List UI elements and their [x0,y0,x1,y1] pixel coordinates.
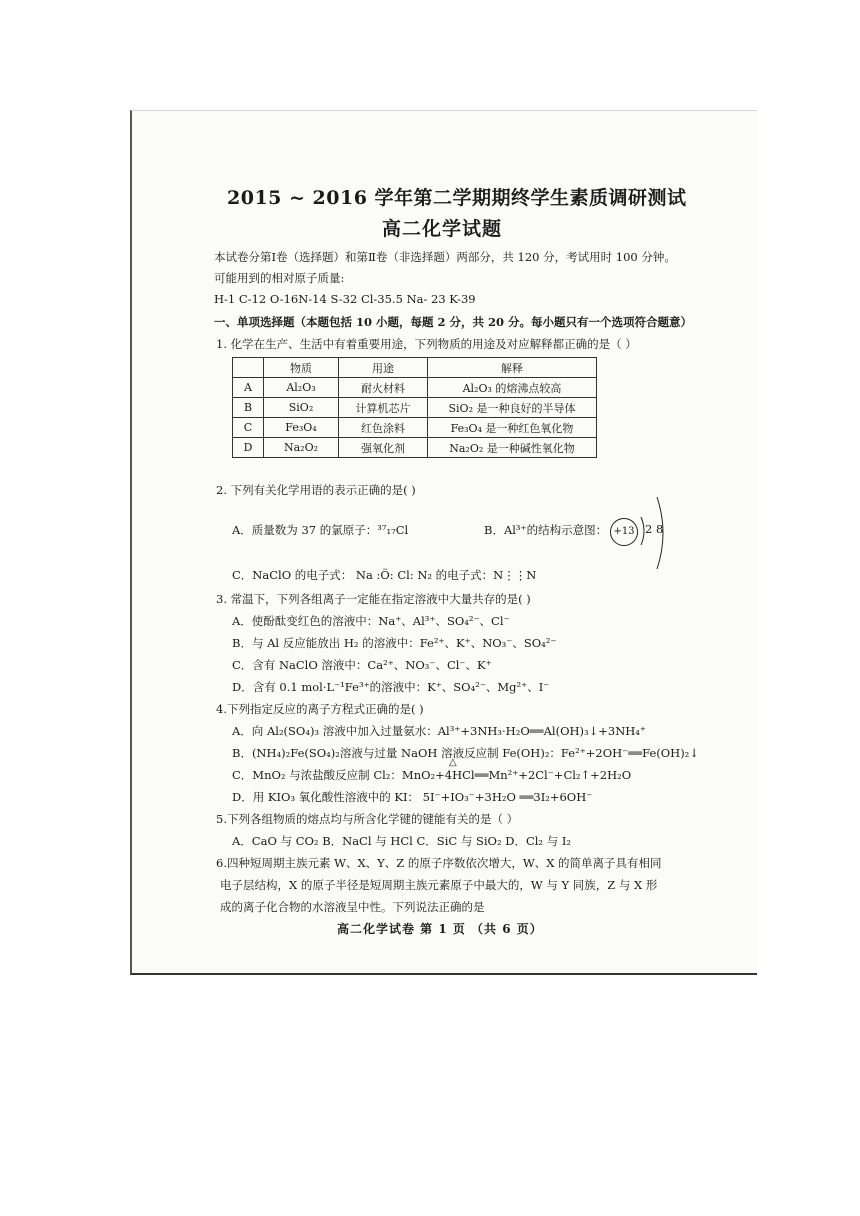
question-6-line: 电子层结构，X 的原子半径是短周期主族元素原子中最大的，W 与 Y 同族，Z 与 X 形 [220,878,658,892]
q3-option-d: D．含有 0.1 mol·L⁻¹Fe³⁺的溶液中：K⁺、SO₄²⁻、Mg²⁺、I⁻ [232,680,550,694]
table-cell: A [233,378,264,398]
heat-triangle-icon: △ [449,757,457,768]
table-cell: 强氧化剂 [339,438,428,458]
table-row [233,418,597,438]
table-cell: Al₂O₃ [264,378,339,398]
q5-options: A．CaO 与 CO₂ B．NaCl 与 HCl C．SiC 与 SiO₂ D．Cl₂ 与 I₂ [232,834,571,848]
table-row [233,438,597,458]
shell-arcs [637,495,677,571]
table-header-cell: 物质 [264,358,339,378]
table-cell: Al₂O₃ 的熔沸点较高 [428,378,597,398]
q2-option-c: C．NaClO 的电子式： Na :Ö: Cl: N₂ 的电子式：N⋮⋮N [232,568,537,582]
table-header-row [233,358,597,378]
electron-shells: 2 8 [645,522,664,536]
nucleus-circle: +13 [610,518,638,546]
q4-option-d: D．用 KIO₃ 氧化酸性溶液中的 KI： 5I⁻+IO₃⁻+3H₂O ══3I₂+6OH⁻ [232,790,593,804]
question-4: 4.下列指定反应的离子方程式正确的是( ) [216,702,424,716]
table-cell: D [233,438,264,458]
q3-option-b: B．与 Al 反应能放出 H₂ 的溶液中：Fe²⁺、K⁺、NO₃⁻、SO₄²⁻ [232,636,557,650]
table-header-cell: 用途 [339,358,428,378]
table-header-cell [233,358,264,378]
table-cell: SiO₂ 是一种良好的半导体 [428,398,597,418]
question-1: 1. 化学在生产、生活中有着重要用途，下列物质的用途及对应解释都正确的是（ ） [216,337,637,351]
question-2: 2. 下列有关化学用语的表示正确的是( ) [216,483,416,497]
question-3: 3. 常温下，下列各组离子一定能在指定溶液中大量共存的是( ) [216,592,531,606]
q4-option-a: A．向 Al₂(SO₄)₃ 溶液中加入过量氨水：Al³⁺+3NH₃·H₂O══Al(OH)₃↓+3NH₄⁺ [232,724,646,738]
question-6: 6.四种短周期主族元素 W、X、Y、Z 的原子序数依次增大，W、X 的简单离子具有相同 [216,856,662,870]
intro-line: 可能用到的相对原子质量: [214,271,345,285]
intro-line: 本试卷分第Ⅰ卷（选择题）和第Ⅱ卷（非选择题）两部分，共 120 分，考试用时 100 分钟。 [214,250,676,264]
table-row [233,398,597,418]
table-cell: B [233,398,264,418]
q3-option-c: C．含有 NaClO 溶液中：Ca²⁺、NO₃⁻、Cl⁻、K⁺ [232,658,492,672]
table-cell: Na₂O₂ 是一种碱性氧化物 [428,438,597,458]
table-header-cell: 解释 [428,358,597,378]
exam-title: 2015 ~ 2016 学年第二学期期终学生素质调研测试 [227,187,687,209]
exam-subtitle: 高二化学试题 [382,218,503,240]
table-cell: C [233,418,264,438]
q3-option-a: A．使酚酞变红色的溶液中：Na⁺、Al³⁺、SO₄²⁻、Cl⁻ [232,614,510,628]
q4-option-c: C．MnO₂ 与浓盐酸反应制 Cl₂：MnO₂+4HCl══Mn²⁺+2Cl⁻+Cl₂↑+2H₂O [232,768,632,782]
table-cell: 耐火材料 [339,378,428,398]
table-cell: Na₂O₂ [264,438,339,458]
atomic-masses: H-1 C-12 O-16N-14 S-32 Cl-35.5 Na- 23 K-39 [214,292,476,306]
q2-option-b: B．Al³⁺的结构示意图： [484,523,608,537]
table-row [233,378,597,398]
question-6-line: 成的离子化合物的水溶液呈中性。下列说法正确的是 [220,900,485,914]
section-heading: 一、单项选择题（本题包括 10 小题，每题 2 分，共 20 分。每小题只有一个选项符合题意） [214,315,693,329]
question-5: 5.下列各组物质的熔点均与所含化学键的键能有关的是（ ） [216,812,519,826]
table-cell: 红色涂料 [339,418,428,438]
q4-option-b: B．(NH₄)₂Fe(SO₄)₂溶液与过量 NaOH 溶液反应制 Fe(OH)₂：Fe²⁺+2OH⁻══Fe(OH)₂↓ [232,746,699,760]
table-cell: Fe₃O₄ 是一种红色氧化物 [428,418,597,438]
q2-option-a: A．质量数为 37 的氯原子：³⁷₁₇Cl [232,523,409,537]
page-footer: 高二化学试卷 第 1 页 （共 6 页） [337,922,543,936]
table-cell: Fe₃O₄ [264,418,339,438]
q1-table [232,357,597,458]
table-cell: SiO₂ [264,398,339,418]
table-cell: 计算机芯片 [339,398,428,418]
exam-page [130,110,757,975]
